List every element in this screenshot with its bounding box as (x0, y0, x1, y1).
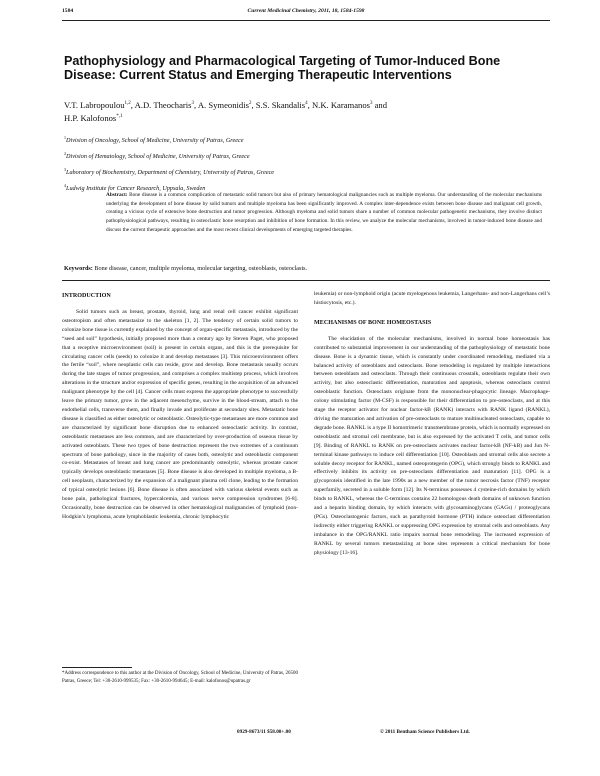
author-name: H.P. Kalofonos (64, 112, 117, 123)
author-sup: 2 (248, 101, 252, 106)
keywords-text: Bone disease, cancer, multiple myeloma, molecular targeting, osteoblasts, osteoclasts. (94, 265, 308, 272)
affiliation: $^4$Ludwig Institute for Cancer Research, Uppsala, Sweden (64, 183, 206, 193)
keywords-rule (62, 280, 550, 281)
abstract-text: Bone disease is a common complication of metastatic solid tumors but also of primary hematological malignancies such as multiple myeloma. Our understanding of the molecular mechanisms underlying the development of bone disease by solid tumors and multiple myeloma has been significantly improved. A complex inter-dependence exists between bone disease and malignant cell growth, creating a vicious cycle of extensive bone destruction and tumor progression. Although myeloma and solid tumors share a number of common molecular pathogenetic mechanisms, they involve distinct pathophysiological pathways, resulting in osteoclastic bone resorption and inhibition of bone formation. In this review, we analyze the molecular mechanisms, involved in tumor-induced bone disease and discuss the current therapeutic approaches and the most recent clinical developments of emerging targeted therapies. (106, 192, 542, 233)
author-name: A. Symeonidis (197, 99, 249, 110)
running-header (62, 8, 550, 20)
paragraph: Solid tumors such as breast, prostate, thyroid, lung and renal cell cancer exhibit significant osteotropism and often metastasize to the skeleton [1, 2]. The tendency of certain solid tumors to colonize bone tissue is currently explained by the concept of organ-specific metastasis, introduced by the “seed and soil” hypothesis, initially proposed more than a century ago by Steven Paget, who proposed that a receptive microenvironment (soil) is present in certain organs, and this is the prerequisite for circulating cancer cells (seeds) to colonize it and develop metastases [3]. This microenvironment offers the fertile “soil”, where neoplastic cells can reside, grow and develop. Bone metastasis usually occurs during the late stages of tumor progression, and comprises a complex multistep process, which involves alterations in the structure and/or expression of specific genes, resulting in the acquisition of an advanced malignant phenotype by the cell [4]. Cancer cells must express the appropriate phenotype to successfully leave the primary tumor, grow in the adjacent mesenchyme, survive in the blood-stream, attach to the endothelial cells, transverse them, and finally invade and proliferate at secondary sites. Metastatic bone disease is classified as either osteolytic or osteoblastic. Osteolytic-type metastases are more common and are characterized by significant bone disruption due to enhanced osteoclastic activity. In contrast, osteoblastic metastases are less common, and are characterized by over-production of osseous tissue by activated osteoblasts. These two types of bone destruction represent the two extremes of a continuum spectrum of bone pathology, since in the majority of cases both, osteolytic and osteoblastic component co-exist. Metastases of breast and lung cancer are predominantly osteolytic, whereas prostate cancer typically develops osteoblastic metastases [5]. Bone disease is also developed in multiple myeloma, a B-cell neoplasm, characterized by the expansion of a malignant plasma cell clone, leading to the formation of typical osteolytic lesions [6]. Bone disease is often associated with various skeletal events such as bone pain, pathological fractures, hypercalcemia, and various nerve compression syndromes [6-8]. Occasionally, bone destruction can be observed in other hematological malignancies of lymphoid (non-Hodgkin’s lymphoma, acute lymphoblastic leukemia, chronic lymphocytic (62, 309, 298, 520)
abstract (106, 191, 542, 235)
author-sup: 1,2 (124, 101, 131, 106)
author-name: S.S. Skandalis (255, 99, 306, 110)
affiliation: $^2$Division of Hematology, School of Medicine, University of Patras, Greece (64, 151, 250, 161)
page-number: 1584 (62, 8, 74, 14)
paragraph: The elucidation of the molecular mechanisms, involved in normal bone homeostasis has contributed to substantial improvement in our understanding of the pathophysiology of metastatic bone disease. Bone is a dynamic tissue, which is constantly under coordinated remodeling, mediated via a balanced activity of osteoblasts and osteoclasts. Bone remodeling is regulated by multiple interactions between osteoblasts and osteoclasts. Through their continuous crosstalk, osteoblasts regulate their own activity, but also osteoclastic differentiation, maturation and apoptosis, whereas osteoclasts control osteoblastic function. Osteoclasts originate from the mononuclear-phagocytic lineage. Macrophage-colony stimulating factor (M-CSF) is responsible for their differentiation to pre-osteoclasts, and at this stage the receptor activator for nuclear factor-kB (RANK) interacts with RANK ligand (RANKL), driving the maturation and activation of pre-osteoclasts to mature multinucleated osteoclasts, capable to degrade bone. RANKL is a type II homotrimeric transmembrane protein, which is normally expressed on osteoblastic and stromal cell membrane, but is also expressed by the activated T cells, and tumor cells [9]. Binding of RANKL to RANK on pre-osteoclasts activates nuclear factor-kB (NF-kB) and Jun N-terminal kinase pathways to induce cell differentiation [10]. Osteoblasts and stromal cells also secrete a soluble decoy receptor for RANKL, named osteoprotegerin (OPG), which strongly binds to RANKL and effectively inhibits its activity on pre-osteoclasts differentiation and maturation [11]. OPG is a glycoprotein identified in the late 1990s as a new member of the tumor necrosis factor (TNF) receptor superfamily, secreted in a soluble form [12]. Its N-terminus possesses 4 cysteine-rich domains by which binds to RANKL, whereas the C-terminus contains 22 homologous death domains of unknown function and a heparin binding domain, by which interacts with glycosaminoglycans (GAGs) / proteoglycans (PGs). Osteoclastogenic factors, such as parathyroid hormone (PTH) induce osteoclast differentiation indirectly either triggering RANKL or suppressing OPG expression by stromal cells and osteoblasts. Any imbalance in the OPG/RANKL ratio impairs normal bone remodeling. The increased expression of RANKL by several tumors metastasizing at bone sites represents a critical mechanism for bone physiology [13-16]. (314, 335, 550, 556)
affiliation-list (64, 131, 544, 195)
affiliation: $^1$Division of Oncology, School of Medicine, University of Patras, Greece (64, 135, 244, 145)
journal-citation: Current Medicinal Chemistry, 2011, 18, 1584-1598 (247, 8, 365, 14)
correspondence-footnote: *Address correspondence to this author at the Division of Oncology, School of Medicine, University of Patras, 26500 Patras, Greece; Tel: +30-2610-999535; Fax: +30-2610-994645; E-mail: kalofonos@upatras.gr (62, 671, 298, 685)
section-heading-mechanisms: MECHANISMS OF BONE HOMEOSTASIS (314, 319, 432, 326)
author-sup: 3 (191, 101, 195, 106)
author-sup: 4 (305, 101, 308, 106)
keywords-label: Keywords: (64, 265, 93, 272)
article-title: Pathophysiology and Pharmacological Targeting of Tumor-Induced Bone Disease: Current Status and Emerging Therapeutic Interventions (64, 54, 501, 82)
issn-price: 0929-8673/11 $58.00+.00 (237, 729, 291, 735)
copyright: © 2011 Bentham Science Publishers Ltd. (380, 729, 470, 735)
paragraph-continuation: leukemia) or non-lymphoid origin (acute myelogenous leukemia, Langerhans- and non-Langerhans cell’s histiocytosis, etc.). (314, 291, 550, 306)
affiliation: $^3$Laboratory of Biochemistry, Department of Chemistry, University of Patras, Greece (64, 167, 275, 177)
footnote-rule (62, 667, 132, 668)
keywords (64, 265, 544, 272)
abstract-label: Abstract: (106, 192, 128, 198)
author-sup: *,1 (116, 113, 123, 119)
author-name: V.T. Labropoulou (64, 99, 125, 110)
left-column (62, 290, 298, 522)
author-list: V.T. Labropoulou$^{1,2}$, A.D. Theocharis$^3$, A. Symeonidis$^2$, S.S. Skandalis$^4$, N.K. Karamanos$^3$ and H.P. Kalofonos$^{*,1}$ (64, 99, 388, 123)
section-heading-introduction: INTRODUCTION (62, 293, 111, 299)
right-column (314, 290, 550, 557)
author-name: N.K. Karamanos (311, 99, 370, 110)
author-sup: 3 (369, 101, 373, 106)
header-rule (62, 20, 550, 21)
author-name: A.D. Theocharis (134, 99, 192, 110)
page-footer (62, 729, 550, 739)
